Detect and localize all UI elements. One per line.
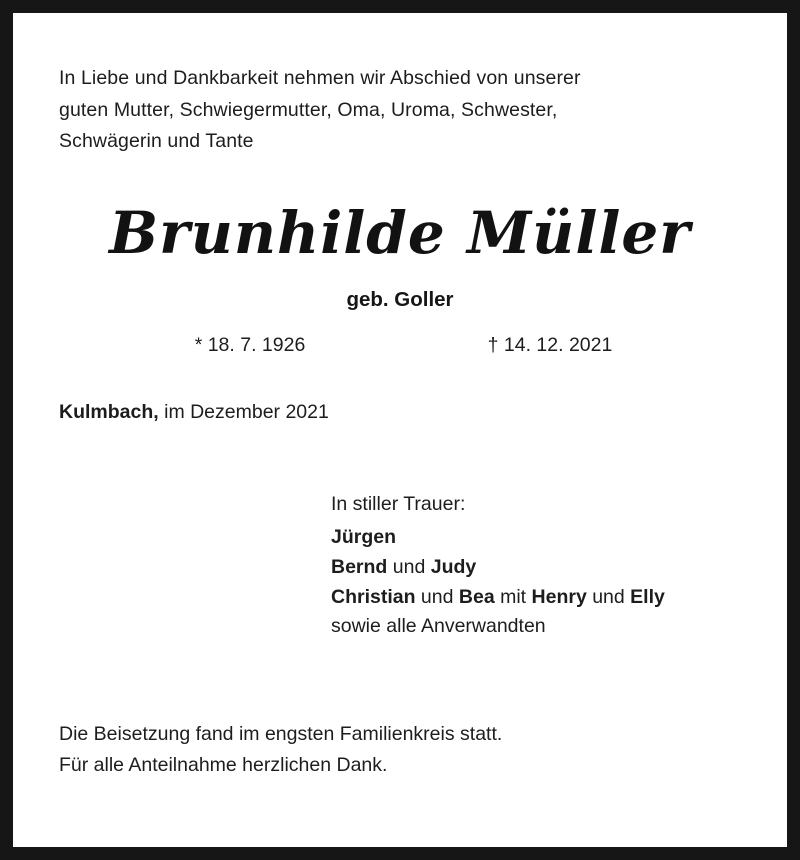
mourner-name-juergen: Jürgen	[331, 526, 397, 549]
mourner-name: Bea	[458, 585, 495, 608]
mourner-line-3: Christian und Bea mit Henry und Elly	[331, 585, 665, 608]
place-name: Kulmbach,	[59, 400, 159, 423]
intro-line-1: In Liebe und Dankbarkeit nehmen wir Abschied von unserer	[59, 67, 581, 89]
birth-date: * 18. 7. 1926	[194, 333, 306, 356]
intro-text	[59, 63, 699, 158]
mourner-name: Christian	[331, 585, 416, 608]
closing-text	[59, 719, 502, 781]
deceased-name: Brunhilde Müller	[109, 198, 691, 267]
mourning-heading: In stiller Trauer:	[331, 492, 466, 515]
notice-date: im Dezember 2021	[158, 400, 329, 423]
mourner-name: Judy	[430, 555, 477, 578]
maiden-name: geb. Goller	[346, 287, 454, 311]
mourners-block	[331, 490, 741, 642]
mourner-line-1	[331, 523, 741, 553]
closing-line-2: Für alle Anteilnahme herzlichen Dank.	[59, 753, 388, 776]
intro-line-3: Schwägerin und Tante	[59, 130, 254, 153]
mourner-name: Elly	[630, 585, 665, 608]
intro-line-2: guten Mutter, Schwiegermutter, Oma, Uroma, Schwester,	[59, 98, 558, 121]
life-dates	[59, 334, 741, 357]
mourner-line-2: Bernd und Judy	[331, 555, 477, 578]
closing-line-1: Die Beisetzung fand im engsten Familienkreis statt.	[59, 722, 503, 745]
death-date: † 14. 12. 2021	[487, 333, 613, 356]
mourner-line-4: sowie alle Anverwandten	[331, 615, 546, 638]
notice-content	[13, 13, 787, 847]
mourner-name: Bernd	[331, 555, 388, 578]
mourner-name: Henry	[531, 585, 587, 608]
place-and-date	[59, 401, 741, 424]
